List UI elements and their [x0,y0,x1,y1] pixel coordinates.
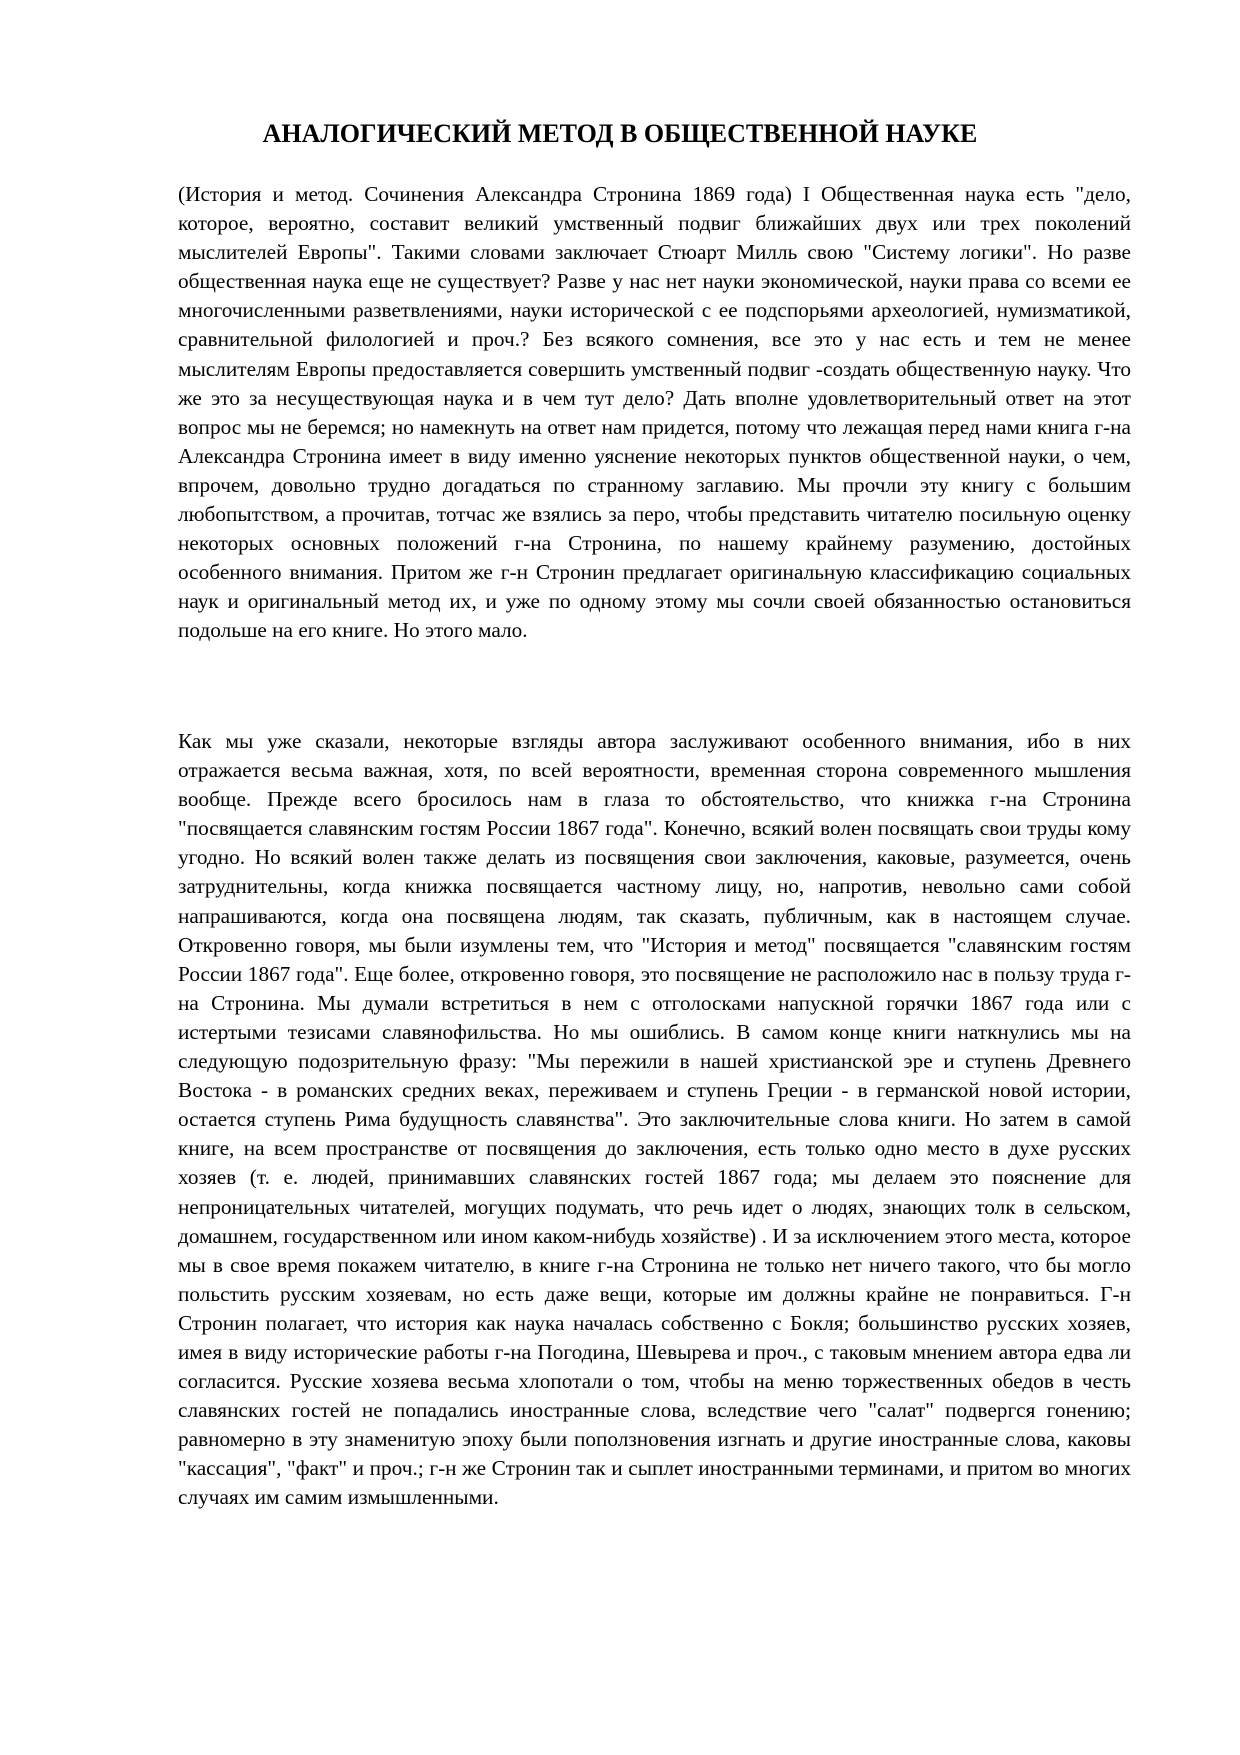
paragraph-1: (История и метод. Сочинения Александра Стронина 1869 года) I Общественная наука есть "дело, которое, вероятно, составит великий умственный подвиг ближайших двух или трех поколений мыслителей Европы". Такими словами заключает Стюарт Милль свою "Систему логики". Но разве общественная наука еще не существует? Разве у нас нет науки экономической, науки права со всеми ее многочисленными разветвлениями, науки исторической с ее подспорьями археологией, нумизматикой, сравнительной филологией и проч.? Без всякого сомнения, все это у нас есть и тем не менее мыслителям Европы предоставляется совершить умственный подвиг -создать общественную науку. Что же это за несуществующая наука и в чем тут дело? Дать вполне удовлетворительный ответ на этот вопрос мы не беремся; но намекнуть на ответ нам придется, потому что лежащая перед нами книга г-на Александра Стронина имеет в виду именно уяснение некоторых пунктов общественной науки, о чем, впрочем, довольно трудно догадаться по странному заглавию. Мы прочли эту книгу с большим любопытством, а прочитав, тотчас же взялись за перо, чтобы представить читателю посильную оценку некоторых основных положений г-на Стронина, по нашему крайнему разумению, достойных особенного внимания. Притом же г-н Стронин предлагает оригинальную классификацию социальных наук и оригинальный метод их, и уже по одному этому мы сочли своей обязанностью остановиться подольше на его книге. Но этого мало. [178,182,1131,643]
document-title: АНАЛОГИЧЕСКИЙ МЕТОД В ОБЩЕСТВЕННОЙ НАУКЕ [262,119,978,148]
paragraph-2: Как мы уже сказали, некоторые взгляды автора заслуживают особенного внимания, ибо в них отражается весьма важная, хотя, по всей вероятности, временная сторона современного мышления вообще. Прежде всего бросилось нам в глаза то обстоятельство, что книжка г-на Стронина "посвящается славянским гостям России 1867 года". Конечно, всякий волен посвящать свои труды кому угодно. Но всякий волен также делать из посвящения свои заключения, каковые, разумеется, очень затруднительны, когда книжка посвящается частному лицу, но, напротив, невольно сами собой напрашиваются, когда она посвящена людям, так сказать, публичным, как в настоящем случае. Откровенно говоря, мы были изумлены тем, что "История и метод" посвящается "славянским гостям России 1867 года". Еще более, откровенно говоря, это посвящение не расположило нас в пользу труда г-на Стронина. Мы думали встретиться в нем с отголосками напускной горячки 1867 года или с истертыми тезисами славянофильства. Но мы ошиблись. В самом конце книги наткнулись мы на следующую подозрительную фразу: "Мы пережили в нашей христианской эре и ступень Древнего Востока - в романских средних веках, переживаем и ступень Греции - в германской новой истории, остается ступень Рима будущность славянства". Это заключительные слова книги. Но затем в самой книге, на всем пространстве от посвящения до заключения, есть только одно место в духе русских хозяев (т. е. людей, принимавших славянских гостей 1867 года; мы делаем это пояснение для непроницательных читателей, могущих подумать, что речь идет о людях, знающих толк в сельском, домашнем, государственном или ином каком-нибудь хозяйстве) . И за исключением этого места, которое мы в свое время покажем читателю, в книге г-на Стронина не только нет ничего такого, что бы могло польстить русским хозяевам, но есть даже вещи, которые им должны крайне не понравиться. Г-н Стронин полагает, что история как наука началась собственно с Бокля; большинство русских хозяев, имея в виду исторические работы г-на Погодина, Шевырева и проч., с таковым мнением автора едва ли согласится. Русские хозяева весьма хлопотали о том, чтобы на меню торжественных обедов в честь славянских гостей не попадались иностранные слова, вследствие чего "салат" подвергся гонению; равномерно в эту знаменитую эпоху были поползновения изгнать и другие иностранные слова, каковы "кассация", "факт" и проч.; г-н же Стронин так и сыплет иностранными терминами, и притом во многих случаях им самим измышленными. [178,729,1131,1510]
